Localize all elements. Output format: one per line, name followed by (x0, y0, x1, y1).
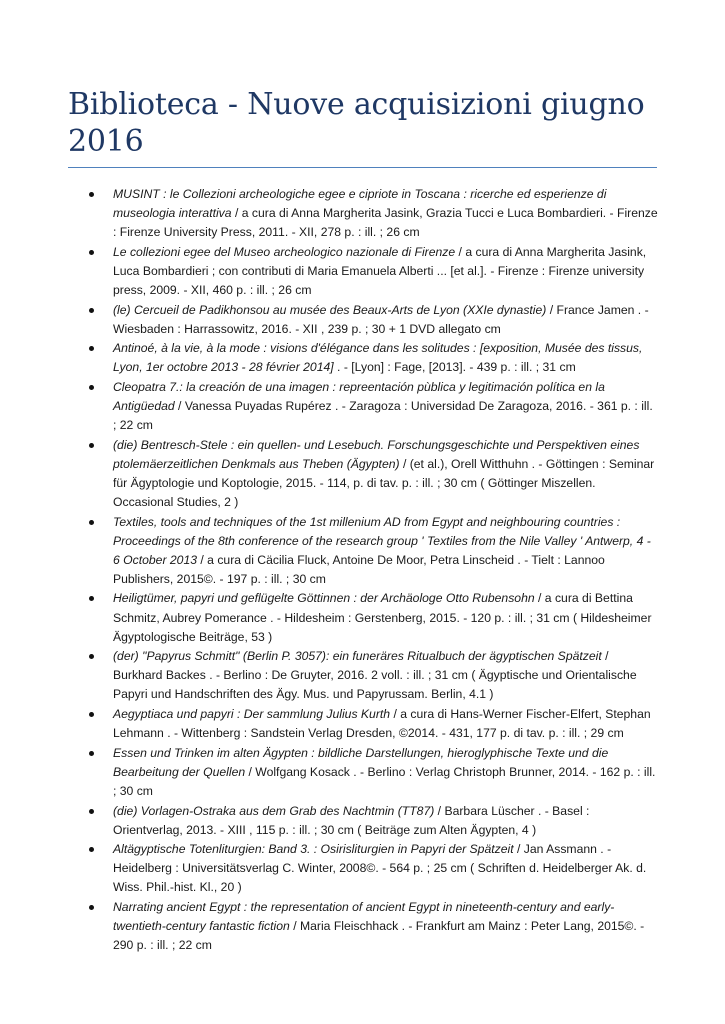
title-divider (68, 167, 657, 168)
entry-details: / a cura di Bettina Schmitz, Aubrey Pomerance . - Hildesheim : Gerstenberg, 2015. - 120 p. : ill. ; 31 cm ( Hildesheimer Ägyptologische Beiträge, 53 ) (113, 591, 652, 644)
bullet-icon (89, 443, 94, 448)
list-item (68, 378, 658, 435)
bullet-icon (89, 596, 94, 601)
bullet-icon (89, 520, 94, 525)
entry-details: / Wolfgang Kosack . - Berlino : Verlag Christoph Brunner, 2014. - 162 p. : ill. ; 30 cm (113, 764, 656, 798)
bullet-icon (89, 847, 94, 852)
list-item (68, 705, 658, 743)
list-item (68, 513, 658, 589)
list-item (68, 647, 658, 704)
entry-details: / Vanessa Puyadas Rupérez . - Zaragoza : Universidad De Zaragoza, 2016. - 361 p. : ill. ; 22 cm (113, 399, 653, 433)
bullet-icon (89, 192, 94, 197)
list-item (68, 185, 658, 242)
list-item (68, 589, 658, 646)
entry-title: Antinoé, à la vie, à la mode : visions d'élégance dans les solitudes : [exposition, Musée des tissus, Lyon, 1er octobre 2013 - 28 février 2014] (113, 341, 643, 375)
list-item (68, 301, 658, 339)
list-item (68, 436, 658, 512)
entry-title: Textiles, tools and techniques of the 1st millenium AD from Egypt and neighbouring countries : Proceedings of the 8th conference of the research group ' Textiles from the Nile Valley ' Antwerp, 4 - 6 October 2013 (113, 514, 651, 567)
bullet-icon (89, 712, 94, 717)
page-title: Biblioteca - Nuove acquisizioni giugno 2016 (68, 87, 645, 159)
entry-details: / France Jamen . - Wiesbaden : Harrassowitz, 2016. - XII , 239 p. ; 30 + 1 DVD allegato cm (113, 302, 649, 336)
entry-title: (die) Vorlagen-Ostraka aus dem Grab des Nachtmin (TT87) (113, 803, 435, 818)
list-item (68, 339, 658, 377)
entry-details: / a cura di Cäcilia Fluck, Antoine De Moor, Petra Linscheid . - Tielt : Lannoo Publishers, 2015©. - 197 p. : ill. ; 30 cm (113, 552, 605, 586)
entry-details: . - [Lyon] : Fage, [2013]. - 439 p. : ill. ; 31 cm (333, 360, 576, 375)
bullet-icon (89, 751, 94, 756)
bullet-icon (89, 809, 94, 814)
bullet-icon (89, 346, 94, 351)
bullet-icon (89, 654, 94, 659)
entry-title: (le) Cercueil de Padikhonsou au musée des Beaux-Arts de Lyon (XXIe dynastie) (113, 302, 547, 317)
entry-details: / a cura di Anna Margherita Jasink, Grazia Tucci e Luca Bombardieri. - Firenze : Firenze University Press, 2011. - XII, 278 p. : ill. ; 26 cm (113, 206, 658, 240)
acquisitions-list (68, 185, 658, 955)
entry-details: / Barbara Lüscher . - Basel : Orientverlag, 2013. - XIII , 115 p. : ill. ; 30 cm ( Beiträge zum Alten Ägypten, 4 ) (113, 803, 590, 837)
entry-title: Narrating ancient Egypt : the representation of ancient Egypt in nineteenth-century and early-twentieth-century fantastic fiction (113, 899, 615, 934)
entry-title: MUSINT : le Collezioni archeologiche egee e cipriote in Toscana : ricerche ed esperienze di museologia interattiva (113, 187, 607, 221)
entry-title: (der) "Papyrus Schmitt" (Berlin P. 3057): ein funeräres Ritualbuch der ägyptischen Spätzeit (113, 649, 602, 664)
entry-title: (die) Bentresch-Stele : ein quellen- und Lesebuch. Forschungsgeschichte und Perspektiven eines ptolemäerzeitlichen Denkmals aus Theben (Ägypten) (113, 437, 640, 471)
bullet-icon (89, 308, 94, 313)
document-page (68, 0, 658, 956)
list-item (68, 744, 658, 801)
entry-title: Essen und Trinken im alten Ägypten : bildliche Darstellungen, hieroglyphische Texte und die Bearbeitung der Quellen (113, 745, 609, 779)
list-item (68, 898, 658, 955)
entry-title: Cleopatra 7.: la creación de una imagen : repreentación pùblica y legitimación política en la Antigüedad (113, 379, 605, 414)
entry-details: / a cura di Anna Margherita Jasink, Luca Bombardieri ; con contributi di Maria Emanuela Alberti ... [et al.]. - Firenze : Firenze university press, 2009. - XII, 460 p. : ill. ; 26 cm (113, 244, 647, 297)
entry-details: / Burkhard Backes . - Berlino : De Gruyter, 2016. 2 voll. : ill. ; 31 cm ( Ägyptische und Orientalische Papyri und Handschriften des Ägy. Mus. und Papyrussam. Berlin, 4.1 ) (113, 649, 637, 702)
list-item (68, 840, 658, 897)
entry-details: / (et al.), Orell Witthuhn . - Göttingen : Seminar für Ägyptologie und Koptologie, 2015. - 114, p. di tav. p. : ill. ; 30 cm ( Göttinger Miszellen. Occasional Studies, 2 ) (113, 456, 655, 509)
entry-details: / Jan Assmann . - Heidelberg : Universitätsverlag C. Winter, 2008©. - 564 p. ; 25 cm ( Schriften d. Heidelberger Ak. d. Wiss. Phil.-hist. Kl., 20 ) (113, 842, 647, 895)
list-item (68, 802, 658, 840)
entry-title: Heiligtümer, papyri und geflügelte Göttinnen : der Archäologe Otto Rubensohn (113, 591, 535, 606)
entry-title: Aegyptiaca und papyri : Der sammlung Julius Kurth (113, 707, 391, 722)
bullet-icon (89, 385, 94, 390)
list-item (68, 243, 658, 300)
entry-title: Altägyptische Totenliturgien: Band 3. : Osirisliturgien in Papyri der Spätzeit (113, 842, 514, 857)
entry-details: / Maria Fleischhack . - Frankfurt am Mainz : Peter Lang, 2015©. - 290 p. : ill. ; 22 cm (113, 919, 645, 953)
bullet-icon (89, 250, 94, 255)
entry-details: / a cura di Hans-Werner Fischer-Elfert, Stephan Lehmann . - Wittenberg : Sandstein Verlag Dresden, ©2014. - 431, 177 p. di tav. p. : ill. ; 29 cm (113, 707, 651, 741)
bullet-icon (89, 905, 94, 910)
entry-title: Le collezioni egee del Museo archeologico nazionale di Firenze (113, 244, 456, 259)
